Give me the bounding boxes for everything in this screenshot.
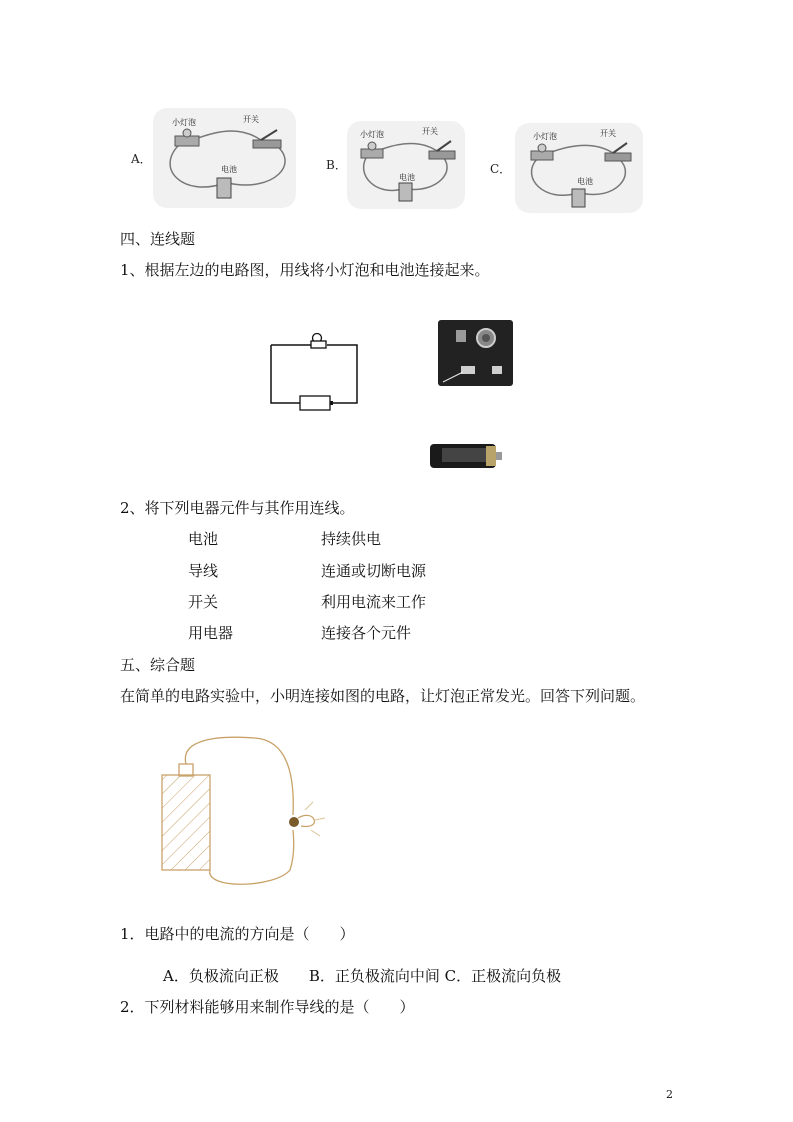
- bulb-holder-photo: [438, 320, 513, 386]
- section4-q1: 1、根据左边的电路图，用线将小灯泡和电池连接起来。: [120, 261, 490, 279]
- section5-q1: 1．电路中的电流的方向是（ ）: [120, 925, 355, 943]
- section4-q2: 2、将下列电器元件与其作用连线。: [120, 499, 355, 517]
- match-left-3: 用电器: [188, 624, 234, 642]
- section5-q2: 2．下列材料能够用来制作导线的是（ ）: [120, 998, 415, 1016]
- match-left-0: 电池: [188, 530, 219, 548]
- section5-q1-options: A．负极流向正极 B．正负极流向中间 C．正极流向负极: [163, 967, 562, 985]
- option-c-battery-label: 电池: [577, 177, 593, 186]
- match-right-1: 连通或切断电源: [321, 562, 427, 580]
- match-left-1: 导线: [188, 562, 219, 580]
- page-number: 2: [666, 1088, 673, 1101]
- option-c-switch-label: 开关: [600, 129, 616, 138]
- section5-title: 五、综合题: [120, 656, 196, 674]
- option-c-bulb-label: 小灯泡: [533, 132, 557, 141]
- option-b-bulb-label: 小灯泡: [360, 130, 384, 139]
- option-b-battery-label: 电池: [399, 173, 415, 182]
- bulb-holder-detail: [438, 320, 513, 386]
- section4-title: 四、连线题: [120, 230, 196, 248]
- option-a-letter: A．: [131, 152, 152, 166]
- battery-detail: [428, 438, 508, 472]
- hand-drawn-circuit: [155, 730, 330, 900]
- option-a-bulb-label: 小灯泡: [172, 118, 196, 127]
- match-left-2: 开关: [188, 593, 219, 611]
- option-b-switch-label: 开关: [422, 127, 438, 136]
- section5-intro: 在简单的电路实验中，小明连接如图的电路，让灯泡正常发光。回答下列问题。: [120, 687, 646, 705]
- option-a-battery-label: 电池: [221, 165, 237, 174]
- option-b-letter: B．: [326, 158, 347, 172]
- option-a-switch-label: 开关: [243, 115, 259, 124]
- battery-photo: [428, 438, 508, 472]
- option-c-letter: C．: [490, 162, 512, 176]
- match-right-0: 持续供电: [321, 530, 382, 548]
- match-right-2: 利用电流来工作: [321, 593, 427, 611]
- match-right-3: 连接各个元件: [321, 624, 412, 642]
- circuit-schematic: [264, 328, 374, 418]
